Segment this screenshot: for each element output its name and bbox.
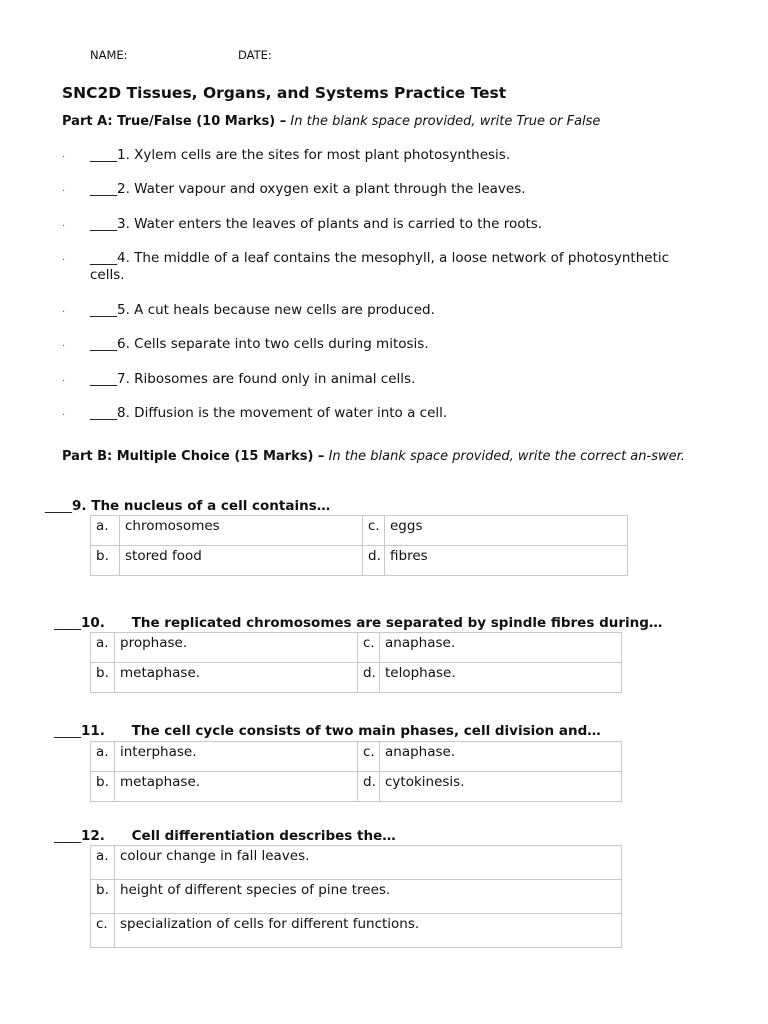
option-letter: d. [358, 663, 380, 693]
option-b[interactable]: metaphase. [115, 772, 358, 802]
part-a-heading [62, 113, 702, 130]
answer-blank[interactable]: ____ [54, 828, 81, 844]
question-number: 10. [81, 615, 105, 631]
question-10 [54, 615, 662, 631]
question-11 [54, 723, 601, 739]
bullet-dot: . [62, 218, 66, 229]
option-letter: a. [91, 633, 115, 663]
option-letter: d. [363, 546, 385, 576]
option-d[interactable]: cytokinesis. [380, 772, 622, 802]
option-a[interactable]: colour change in fall leaves. [115, 846, 622, 880]
option-b[interactable]: height of different species of pine trees. [115, 880, 622, 914]
bullet-dot: . [62, 407, 66, 418]
tf-item-text: ____3. Water enters the leaves of plants and is carried to the roots. [90, 216, 543, 232]
part-b-title: Part B: Multiple Choice (15 Marks) – [62, 449, 325, 464]
option-letter: a. [91, 516, 120, 546]
answer-blank[interactable]: ____ [54, 723, 81, 739]
tf-item-text: ____8. Diffusion is the movement of water into a cell. [90, 405, 448, 421]
options-table-12 [90, 845, 622, 948]
question-text: Cell differentiation describes the… [131, 828, 396, 844]
option-letter: b. [91, 880, 115, 914]
option-d[interactable]: fibres [385, 546, 628, 576]
option-letter: a. [91, 742, 115, 772]
question-12 [54, 828, 396, 844]
date-label: DATE: [238, 48, 272, 62]
option-letter: b. [91, 772, 115, 802]
tf-item-text: ____6. Cells separate into two cells during mitosis. [90, 336, 429, 352]
tf-item-text: ____5. A cut heals because new cells are produced. [90, 302, 435, 318]
tf-item-text: ____2. Water vapour and oxygen exit a plant through the leaves. [90, 181, 526, 197]
answer-blank[interactable]: ____ [45, 498, 72, 514]
bullet-dot: . [62, 183, 66, 194]
options-table-11 [90, 741, 622, 802]
option-d[interactable]: telophase. [380, 663, 622, 693]
question-text: The nucleus of a cell contains… [91, 498, 331, 514]
answer-blank[interactable]: ____ [54, 615, 81, 631]
tf-item-text: ____4. The middle of a leaf contains the mesophyll, a loose network of photosynthetic cells. [90, 250, 670, 283]
option-letter: a. [91, 846, 115, 880]
options-table-10 [90, 632, 622, 693]
option-a[interactable]: interphase. [115, 742, 358, 772]
name-label: NAME: [90, 48, 128, 62]
part-b-heading [62, 448, 692, 465]
option-letter: c. [358, 742, 380, 772]
bullet-dot: . [62, 252, 66, 263]
option-c[interactable]: anaphase. [380, 633, 622, 663]
part-b-instruction: In the blank space provided, write the correct an-swer. [328, 449, 685, 464]
tf-item-text: ____1. Xylem cells are the sites for most plant photosynthesis. [90, 147, 511, 163]
question-text: The replicated chromosomes are separated by spindle fibres during… [131, 615, 663, 631]
bullet-dot: . [62, 373, 66, 384]
option-letter: b. [91, 663, 115, 693]
page-title: SNC2D Tissues, Organs, and Systems Practice Test [62, 84, 507, 102]
tf-item-text: ____7. Ribosomes are found only in animal cells. [90, 371, 416, 387]
option-b[interactable]: metaphase. [115, 663, 358, 693]
option-a[interactable]: chromosomes [120, 516, 363, 546]
option-a[interactable]: prophase. [115, 633, 358, 663]
option-letter: b. [91, 546, 120, 576]
question-text: The cell cycle consists of two main phases, cell division and… [131, 723, 601, 739]
question-number: 12. [81, 828, 105, 844]
question-number: 9. [72, 498, 87, 514]
bullet-dot: . [62, 338, 66, 349]
option-letter: d. [358, 772, 380, 802]
bullet-dot: . [62, 304, 66, 315]
question-number: 11. [81, 723, 105, 739]
part-a-title: Part A: True/False (10 Marks) – [62, 114, 287, 129]
option-c[interactable]: specialization of cells for different functions. [115, 914, 622, 948]
option-letter: c. [91, 914, 115, 948]
option-letter: c. [363, 516, 385, 546]
option-c[interactable]: anaphase. [380, 742, 622, 772]
option-letter: c. [358, 633, 380, 663]
question-9 [45, 498, 330, 514]
option-b[interactable]: stored food [120, 546, 363, 576]
option-c[interactable]: eggs [385, 516, 628, 546]
options-table-9 [90, 515, 628, 576]
part-a-instruction: In the blank space provided, write True or False [290, 114, 601, 129]
bullet-dot: . [62, 149, 66, 160]
